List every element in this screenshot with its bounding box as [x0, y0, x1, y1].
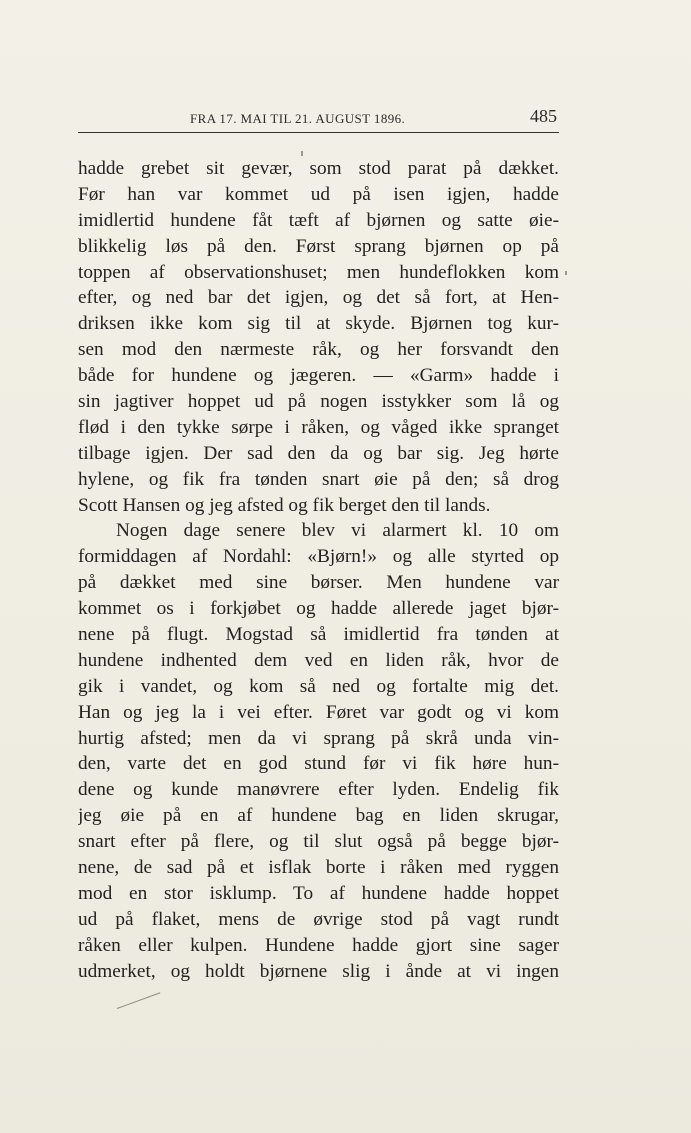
paragraph-first-line: Nogen dage senere blev vi alarmert kl. 10 om	[116, 520, 559, 542]
page-number: 485	[530, 106, 557, 126]
text-line: den, varte det en god stund før vi fik høre hun-	[78, 753, 559, 775]
text-line: Før han var kommet ud på isen igjen, hadde	[78, 183, 559, 205]
text-line: gik i vandet, og kom så ned og fortalte mig det.	[78, 675, 559, 697]
text-line: dene og kunde manøvrere efter lyden. Endelig fik	[78, 779, 559, 801]
text-line: flød i den tykke sørpe i råken, og våged ikke spranget	[78, 416, 559, 438]
running-head: FRA 17. MAI TIL 21. AUGUST 1896.	[190, 111, 406, 126]
paragraph-last-line: Scott Hansen og jeg afsted og fik berget den til lands.	[78, 494, 491, 516]
text-line: jeg øie på en af hundene bag en liden skrugar,	[78, 805, 559, 827]
text-line: både for hundene og jægeren. — «Garm» hadde i	[78, 365, 559, 387]
text-line: hylene, og fik fra tønden snart øie på den; så drog	[78, 468, 559, 490]
body-text	[78, 156, 559, 985]
text-line: nene på flugt. Mogstad så imidlertid fra tønden at	[78, 624, 559, 646]
text-line: snart efter på flere, og til slut også på begge bjør-	[78, 831, 559, 853]
text-line: nene, de sad på et isflak borte i råken med ryggen	[78, 857, 559, 879]
page-header	[78, 104, 559, 133]
text-line: tilbage igjen. Der sad den da og bar sig. Jeg hørte	[78, 442, 559, 464]
text-line: kommet os i forkjøbet og hadde allerede jaget bjør-	[78, 598, 559, 620]
text-line: blikkelig løs på den. Først sprang bjørnen op på	[78, 235, 559, 257]
text-line: efter, og ned bar det igjen, og det så fort, at Hen-	[78, 287, 559, 309]
text-line: sen mod den nærmeste råk, og her forsvandt den	[78, 339, 559, 361]
text-line: imidlertid hundene fåt tæft af bjørnen og satte øie-	[78, 209, 559, 231]
text-line: udmerket, og holdt bjørnene slig i ånde at vi ingen	[78, 960, 559, 982]
text-line: råken eller kulpen. Hundene hadde gjort sine sager	[78, 934, 559, 956]
text-line: formiddagen af Nordahl: «Bjørn!» og alle styrted op	[78, 546, 559, 568]
text-line: på dækket med sine børser. Men hundene var	[78, 572, 559, 594]
text-line: hurtig afsted; men da vi sprang på skrå unda vin-	[78, 727, 559, 749]
text-line: hundene indhented dem ved en liden råk, hvor de	[78, 649, 559, 671]
paper-speck	[565, 271, 567, 275]
text-line: driksen ikke kom sig til at skyde. Bjørnen tog kur-	[78, 313, 559, 335]
text-line: toppen af observationshuset; men hundeflokken kom	[78, 261, 559, 283]
text-line: sin jagtiver hoppet ud på nogen isstykker som lå og	[78, 391, 559, 413]
pencil-mark	[117, 992, 161, 1009]
text-line: mod en stor isklump. To af hundene hadde hoppet	[78, 882, 559, 904]
paper-speck	[301, 151, 303, 156]
text-line: hadde grebet sit gevær, som stod parat på dækket.	[78, 158, 559, 179]
text-line: Han og jeg la i vei efter. Føret var godt og vi kom	[78, 701, 559, 723]
text-line: ud på flaket, mens de øvrige stod på vagt rundt	[78, 908, 559, 930]
